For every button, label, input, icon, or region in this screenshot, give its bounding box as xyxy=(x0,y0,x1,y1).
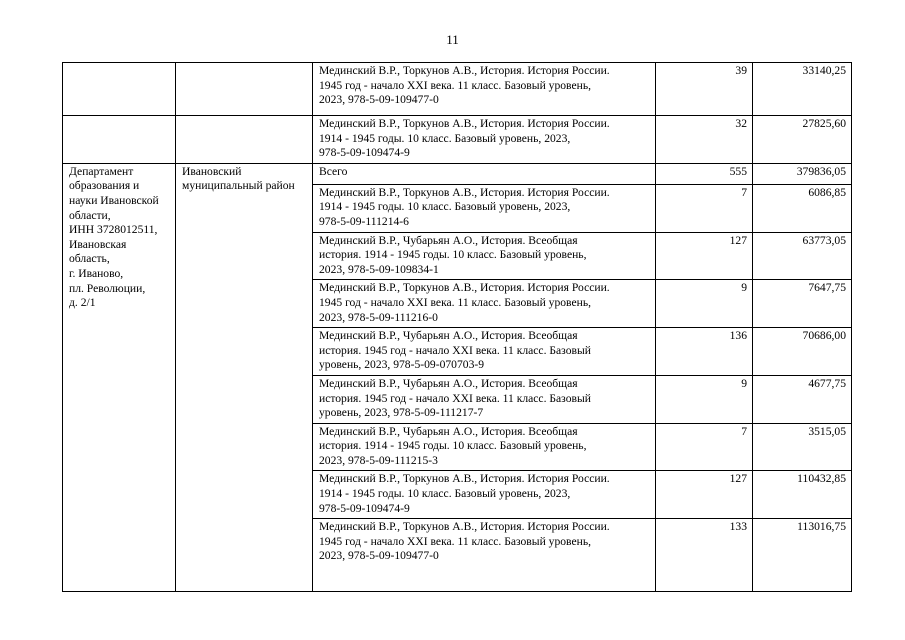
book-cell: Мединский В.Р., Чубарьян А.О., История. Всеобщая история. 1945 год - начало XXI века. 11 класс. Базовый уровень, 2023, 978-5-09-111217-7 xyxy=(313,375,656,423)
amount-cell: 6086,85 xyxy=(753,184,852,232)
district-cell: Ивановский муниципальный район xyxy=(176,163,313,591)
amount-cell: 33140,25 xyxy=(753,63,852,116)
total-amount: 379836,05 xyxy=(753,163,852,184)
table-row xyxy=(63,63,852,116)
book-cell: Мединский В.Р., Торкунов А.В., История. История России. 1945 год - начало XXI века. 11 класс. Базовый уровень, 2023, 978-5-09-111216-0 xyxy=(313,280,656,328)
book-cell: Мединский В.Р., Торкунов А.В., История. История России. 1914 - 1945 годы. 10 класс. Базовый уровень, 2023, 978-5-09-111214-6 xyxy=(313,184,656,232)
book-cell: Мединский В.Р., Торкунов А.В., История. История России. 1945 год - начало XXI века. 11 класс. Базовый уровень, 2023, 978-5-09-109477-0 xyxy=(313,519,656,592)
table-row xyxy=(63,116,852,164)
quantity-cell: 9 xyxy=(656,375,753,423)
book-cell: Мединский В.Р., Торкунов А.В., История. История России. 1914 - 1945 годы. 10 класс. Базовый уровень, 2023, 978-5-09-109474-9 xyxy=(313,116,656,164)
amount-cell: 4677,75 xyxy=(753,375,852,423)
quantity-cell: 133 xyxy=(656,519,753,592)
amount-cell: 110432,85 xyxy=(753,471,852,519)
quantity-cell: 39 xyxy=(656,63,753,116)
total-row xyxy=(63,163,852,184)
total-label: Всего xyxy=(313,163,656,184)
district-cell-empty xyxy=(176,63,313,116)
quantity-cell: 32 xyxy=(656,116,753,164)
quantity-cell: 9 xyxy=(656,280,753,328)
amount-cell: 113016,75 xyxy=(753,519,852,592)
quantity-cell: 7 xyxy=(656,423,753,471)
quantity-cell: 7 xyxy=(656,184,753,232)
amount-cell: 70686,00 xyxy=(753,328,852,376)
amount-cell: 7647,75 xyxy=(753,280,852,328)
quantity-cell: 127 xyxy=(656,232,753,280)
organization-cell-empty xyxy=(63,116,176,164)
book-cell: Мединский В.Р., Чубарьян А.О., История. Всеобщая история. 1945 год - начало XXI века. 11 класс. Базовый уровень, 2023, 978-5-09-070703-9 xyxy=(313,328,656,376)
quantity-cell: 127 xyxy=(656,471,753,519)
amount-cell: 63773,05 xyxy=(753,232,852,280)
book-cell: Мединский В.Р., Торкунов А.В., История. История России. 1914 - 1945 годы. 10 класс. Базовый уровень, 2023, 978-5-09-109474-9 xyxy=(313,471,656,519)
total-quantity: 555 xyxy=(656,163,753,184)
book-cell: Мединский В.Р., Чубарьян А.О., История. Всеобщая история. 1914 - 1945 годы. 10 класс. Базовый уровень, 2023, 978-5-09-111215-3 xyxy=(313,423,656,471)
amount-cell: 27825,60 xyxy=(753,116,852,164)
quantity-cell: 136 xyxy=(656,328,753,376)
page-number: 11 xyxy=(446,32,459,47)
organization-cell: Департамент образования и науки Ивановской области, ИНН 3728012511, Ивановская область, г. Иваново, пл. Революции, д. 2/1 xyxy=(63,163,176,591)
district-cell-empty xyxy=(176,116,313,164)
book-cell: Мединский В.Р., Торкунов А.В., История. История России. 1945 год - начало XXI века. 11 класс. Базовый уровень, 2023, 978-5-09-109477-0 xyxy=(313,63,656,116)
organization-cell-empty xyxy=(63,63,176,116)
amount-cell: 3515,05 xyxy=(753,423,852,471)
allocation-table xyxy=(62,62,852,592)
book-cell: Мединский В.Р., Чубарьян А.О., История. Всеобщая история. 1914 - 1945 годы. 10 класс. Базовый уровень, 2023, 978-5-09-109834-1 xyxy=(313,232,656,280)
